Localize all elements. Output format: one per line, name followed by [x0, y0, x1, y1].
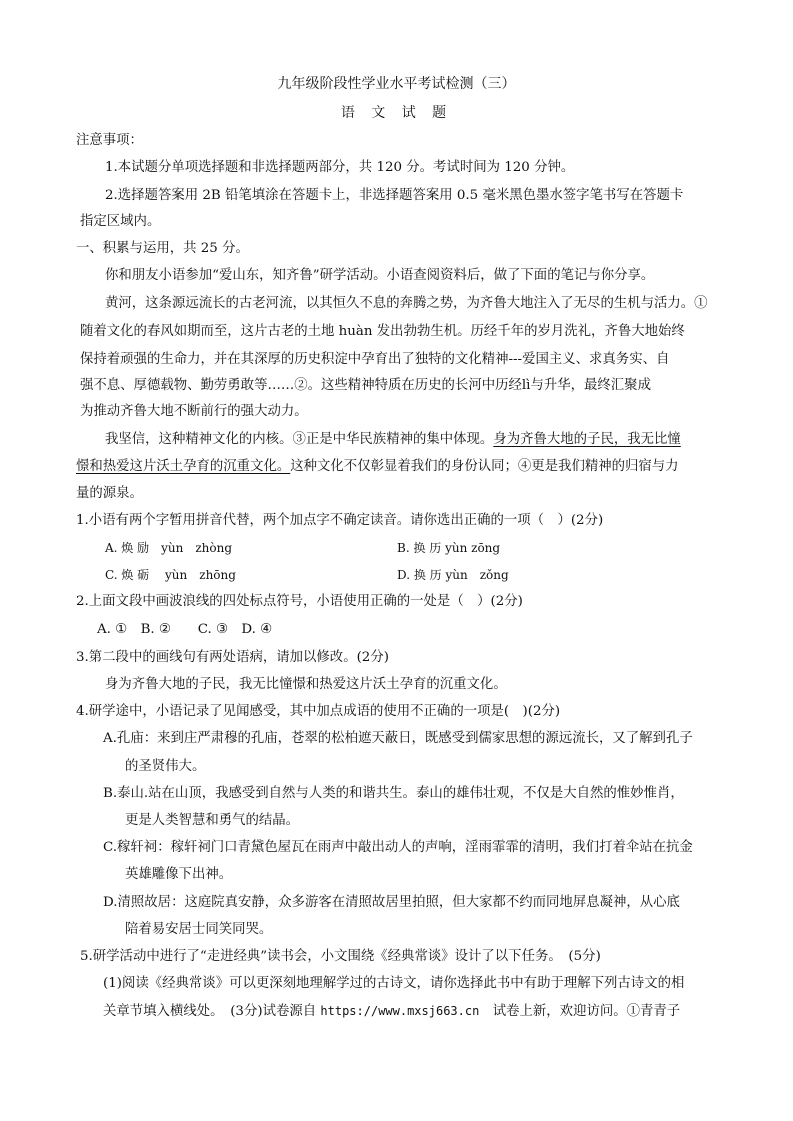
q1-option-c: C. 焕 砺 yùn zhōng	[105, 568, 236, 582]
q4-option-d: D.清照故居：这庭院真安静，众多游客在清照故居里拍照，但大家都不约而同地屏息凝神，从心底	[103, 895, 680, 910]
source-url-link[interactable]: https://www.mxsj663.cn	[320, 1004, 480, 1018]
passage-p1-line: 为推动齐鲁大地不断前行的强大动力。	[80, 404, 308, 419]
section-intro: 你和朋友小语参加“爱山东，知齐鲁”研学活动。小语查阅资料后，做了下面的笔记与你分享。	[105, 268, 655, 283]
notice-item-1: 1.本试题分单项选择题和非选择题两部分，共 120 分。考试时间为 120 分钟。	[105, 160, 575, 175]
passage-p2-line: 量的源泉。	[76, 486, 143, 501]
notice-heading: 注意事项：	[76, 133, 143, 148]
q3-sentence: 身为齐鲁大地的子民，我无比憧憬和热爱这片沃土孕育的沉重文化。	[105, 677, 507, 692]
q4-option-b: B.泰山.站在山顶，我感受到自然与人类的和谐共生。泰山的雄伟壮观，不仅是大自然的惟妙惟肖，	[103, 786, 684, 801]
question-2-stem: 2.上面文段中画波浪线的四处标点符号，小语使用正确的一处是（ ）(2分)	[76, 594, 523, 609]
q4-option-c-cont: 英雄雕像下出神。	[125, 867, 233, 882]
question-3-stem: 3.第二段中的画线句有两处语病，请加以修改。(2分)	[76, 650, 389, 665]
q4-option-a: A.孔庙：来到庄严肃穆的孔庙，苍翠的松柏遮天蔽日，既感受到儒家思想的源远流长，又了解到孔子	[103, 731, 693, 746]
notice-item-2-cont: 指定区域内。	[80, 214, 161, 229]
question-5-stem: 5.研学活动中进行了“走进经典”读书会，小文围绕《经典常谈》设计了以下任务。 (5分)	[80, 949, 601, 964]
q5-text: 关章节填入横线处。 (3分)试卷源自	[103, 1004, 321, 1019]
q5-text: 试卷上新，欢迎访问。①青青子	[479, 1004, 681, 1019]
passage-text: 这种文化不仅彰显着我们的身份认同；④更是我们精神的归宿与力	[290, 459, 679, 474]
section-heading: 一、积累与运用，共 25 分。	[76, 241, 249, 256]
passage-p1-line: 强不息、厚德载物、勤劳勇敢等……②。这些精神特质在历史的长河中历经lì与升华，最终汇聚成	[80, 378, 651, 393]
q4-option-c: C.稼轩祠：稼轩祠门口青黛色屋瓦在雨声中敲出动人的声响，淫雨霏霏的清明，我们打着伞站在抗金	[103, 840, 693, 855]
question-4-stem: 4.研学途中，小语记录了见闻感受，其中加点成语的使用不正确的一项是( )(2分)	[76, 704, 561, 719]
passage-p2-line	[105, 430, 681, 450]
q5-task-1: (1)阅读《经典常谈》可以更深刻地理解学过的古诗文，请你选择此书中有助于理解下列古诗文的相	[103, 976, 685, 991]
q5-task-1-cont	[103, 1001, 680, 1022]
notice-item-2: 2.选择题答案用 2B 铅笔填涂在答题卡上，非选择题答案用 0.5 毫米黑色墨水签字笔书写在答题卡	[105, 188, 684, 203]
q2-options: A. ① B. ② C. ③ D. ④	[97, 622, 273, 637]
exam-title: 九年级阶段性学业水平考试检测（三）	[277, 76, 516, 92]
q4-option-d-cont: 陪着易安居士同笑同哭。	[125, 922, 273, 937]
q4-option-a-cont: 的圣贤伟大。	[125, 759, 206, 774]
underlined-sentence: 身为齐鲁大地的子民，我无比憧	[493, 432, 681, 447]
passage-text: 我坚信，这种精神文化的内核。③正是中华民族精神的集中体现。	[105, 432, 494, 447]
q1-option-d: D. 换 历 yùn zǒng	[397, 568, 509, 582]
passage-p2-line	[76, 457, 679, 477]
q4-option-b-cont: 更是人类智慧和勇气的结晶。	[125, 813, 300, 828]
q1-option-a: A. 焕 励 yùn zhòng	[105, 541, 233, 555]
passage-p1-line: 黄河，这条源远流长的古老河流，以其恒久不息的奔腾之势，为齐鲁大地注入了无尽的生机与活力。①	[105, 296, 708, 311]
q1-option-b: B. 换 历 yùn zōng	[397, 541, 501, 555]
passage-p1-line: 保持着顽强的生命力，并在其深厚的历史积淀中孕育出了独特的文化精神---爱国主义、求真务实、自	[80, 352, 670, 367]
exam-subject: 语 文 试 题	[340, 105, 453, 121]
underlined-sentence: 憬和热爱这片沃土孕育的沉重文化。	[76, 459, 291, 474]
passage-p1-line: 随着文化的春风如期而至，这片古老的土地 huàn 发出勃勃生机。历经千年的岁月洗礼，齐鲁大地始终	[80, 324, 685, 339]
question-1-stem: 1.小语有两个字暂用拼音代替，两个加点字不确定读音。请你选出正确的一项（ ）(2分)	[76, 513, 604, 528]
